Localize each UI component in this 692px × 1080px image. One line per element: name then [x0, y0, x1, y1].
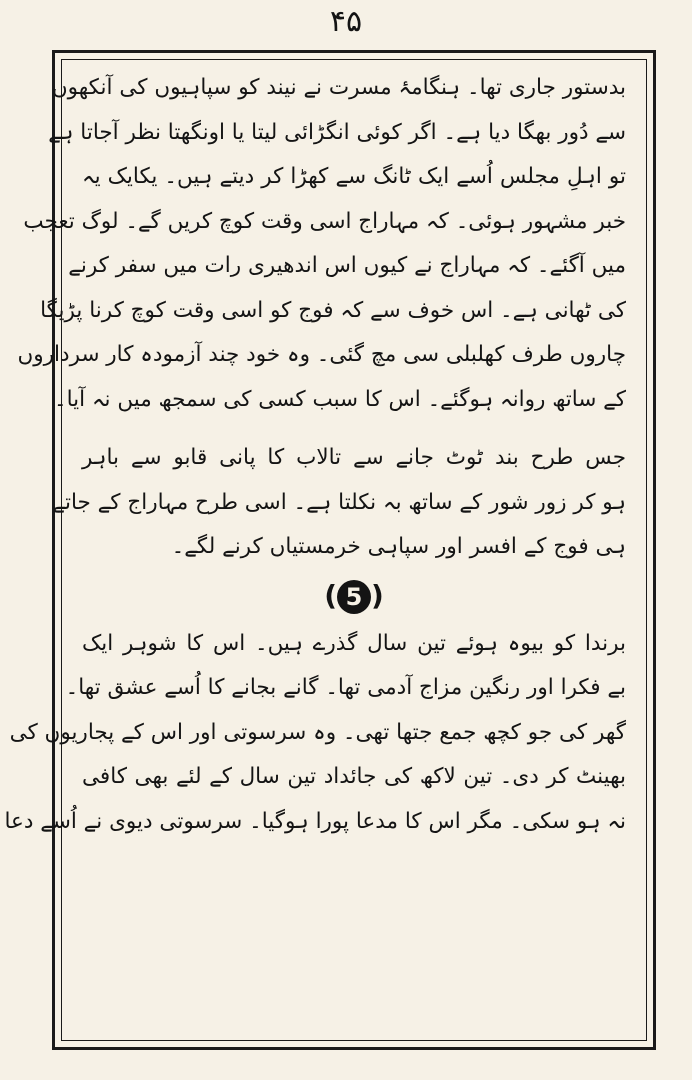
- text-line: برندا کو بیوہ ہوئے تین سال گذرے ہیں۔ اس کا شوہر ایک: [82, 630, 626, 656]
- page-body: [4, 66, 626, 844]
- text-line: ہو کر زور شور کے ساتھ بہ نکلتا ہے۔ اسی طرح مہاراج کے جاتے: [52, 489, 626, 515]
- text-line: ہی فوج کے افسر اور سپاہی خرمستیاں کرنے لگے۔: [171, 534, 626, 559]
- section-number: 5: [337, 580, 371, 614]
- text-line: بھینٹ کر دی۔ تین لاکھ کی جائداد تین سال کے لئے بھی کافی: [82, 764, 626, 789]
- text-line: گھر کی جو کچھ جمع جتھا تھی۔ وہ سرسوتی اور اس کے پجاریوں کی: [9, 719, 626, 745]
- paragraph-1: [17, 66, 626, 422]
- page-number: ۴۵: [329, 4, 363, 39]
- text-line: بدستور جاری تھا۔ ہنگامۂ مسرت نے نیند کو سپاہیوں کی آنکھوں: [51, 75, 626, 100]
- section-heading: (5): [324, 578, 384, 612]
- text-line: خبر مشہور ہوئی۔ کہ مہاراج اسی وقت کوچ کریں گے۔ لوگ تعجب: [23, 208, 626, 234]
- text-line: نہ ہو سکی۔ مگر اس کا مدعا پورا ہوگیا۔ سرسوتی دیوی نے اُسے دعا: [4, 808, 626, 834]
- text-line: چاروں طرف کھلبلی سی مچ گئی۔ وہ خود چند آزمودہ کار سرداروں: [17, 342, 626, 367]
- paragraph-2: [52, 436, 626, 570]
- text-line: کی ٹھانی ہے۔ اس خوف سے کہ فوج کو اسی وقت کوچ کرنا پڑیگا: [40, 297, 626, 323]
- text-line: جس طرح بند ٹوٹ جانے سے تالاب کا پانی قابو سے باہر: [82, 445, 626, 470]
- text-line: بے فکرا اور رنگین مزاج آدمی تھا۔ گانے بجانے کا اُسے عشق تھا۔: [65, 675, 626, 700]
- text-line: سے دُور بھگا دیا ہے۔ اگر کوئی انگڑائی لیتا یا اونگھتا نظر آجاتا ہے: [48, 119, 626, 145]
- text-line: کے ساتھ روانہ ہوگئے۔ اس کا سبب کسی کی سمجھ میں نہ آیا۔: [54, 386, 626, 412]
- text-line: تو اہلِ مجلس اُسے ایک ٹانگ سے کھڑا کر دیتے ہیں۔ یکایک یہ: [82, 164, 626, 189]
- paragraph-3: [4, 622, 626, 845]
- text-line: میں آگئے۔ کہ مہاراج نے کیوں اس اندھیری رات میں سفر کرنے: [68, 253, 626, 278]
